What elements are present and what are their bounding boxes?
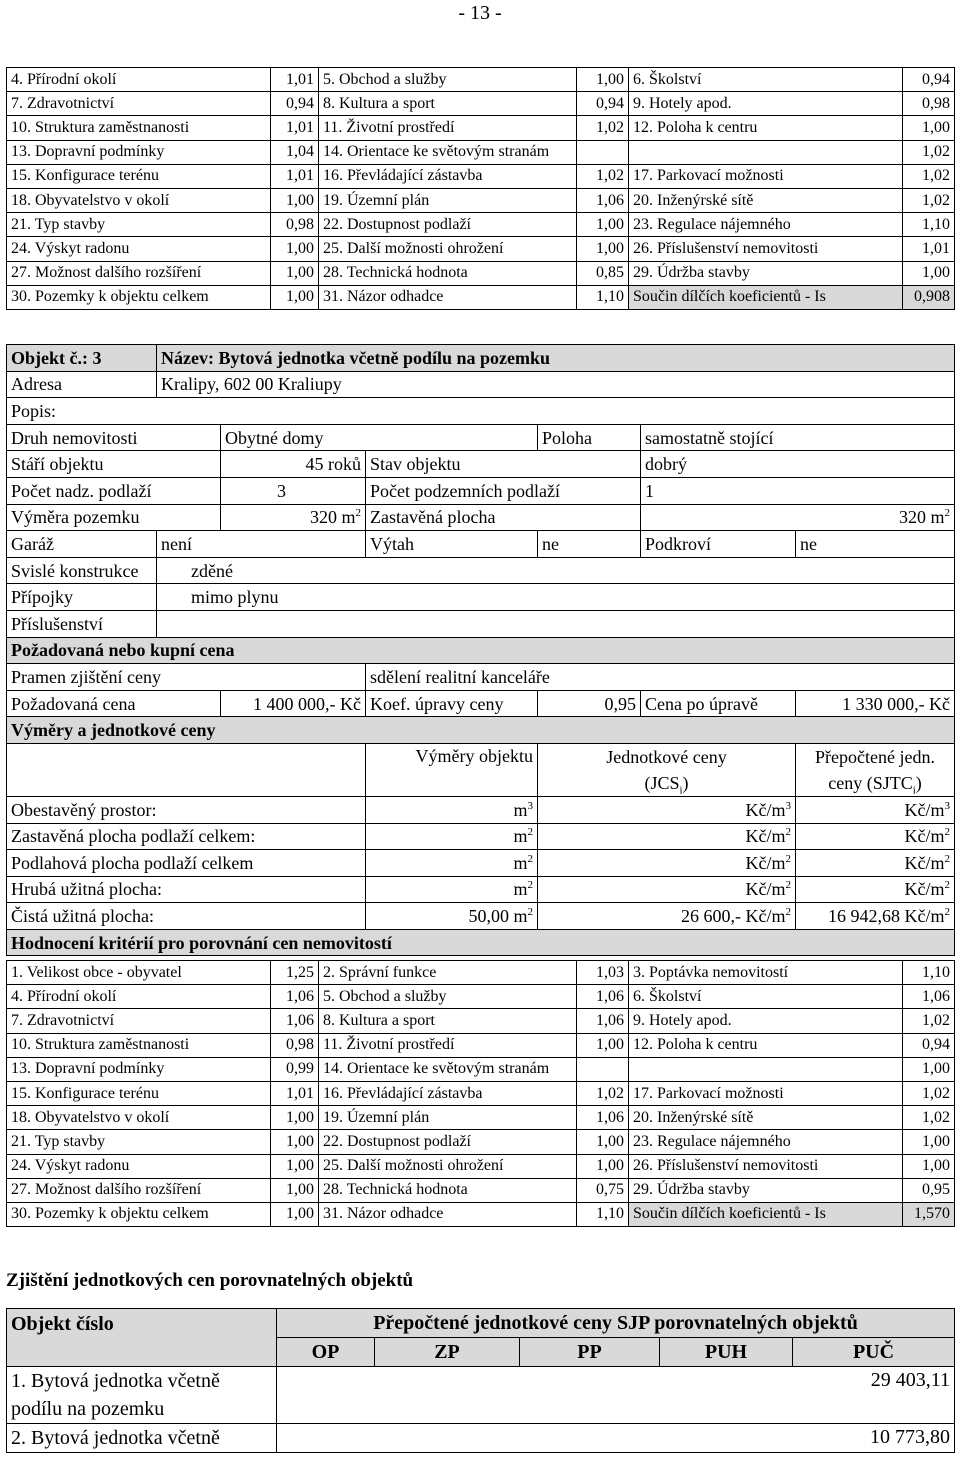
criterion-value: 1,06 — [903, 985, 955, 1009]
criterion-value: 1,06 — [577, 1009, 629, 1033]
areas-heading: Výměry a jednotkové ceny — [7, 717, 955, 744]
property-type-value: Obytné domy — [221, 424, 538, 451]
criterion-label: 3. Poptávka nemovitostí — [629, 961, 903, 985]
criterion-label: 19. Územní plán — [319, 1106, 577, 1130]
criterion-label: Součin dílčích koeficientů - Is — [629, 1202, 903, 1226]
price-source-label: Pramen zjištění ceny — [7, 664, 366, 691]
comparison-value: 29 403,11 — [277, 1367, 955, 1424]
criterion-value: 1,01 — [271, 68, 319, 92]
criterion-value: 1,00 — [271, 237, 319, 261]
criteria-row — [7, 985, 955, 1009]
recalc-price-value: 16 942,68 $Kč/m^2$ — [796, 903, 955, 930]
criteria-row — [7, 261, 955, 285]
criterion-label: 7. Zdravotnictví — [7, 1009, 271, 1033]
asking-price-heading-row — [7, 637, 955, 664]
col-op: OP — [277, 1338, 375, 1367]
criterion-label: 24. Výskyt radonu — [7, 237, 271, 261]
criterion-value: 0,98 — [271, 213, 319, 237]
asking-price-heading: Požadovaná nebo kupní cena — [7, 637, 955, 664]
criteria-row — [7, 68, 955, 92]
criterion-value: 0,94 — [903, 1033, 955, 1057]
area-value: $m^2$ — [366, 876, 538, 903]
location-label: Poloha — [538, 424, 641, 451]
floors-below-label: Počet podzemních podlaží — [366, 477, 641, 504]
criterion-value: 1,00 — [271, 1106, 319, 1130]
criterion-value: 1,10 — [577, 1202, 629, 1226]
criterion-value: 1,10 — [577, 285, 629, 309]
criteria-heading-row — [7, 929, 955, 956]
adjust-coef-value: 0,95 — [538, 690, 641, 717]
criterion-value: 1,06 — [271, 1009, 319, 1033]
criterion-label: 12. Poloha k centru — [629, 1033, 903, 1057]
criterion-value: 1,00 — [577, 68, 629, 92]
criteria-row — [7, 213, 955, 237]
criteria-row — [7, 1033, 955, 1057]
unit-price-value: $Kč/m^2$ — [538, 823, 796, 850]
criterion-value: 1,02 — [903, 188, 955, 212]
criterion-label: 28. Technická hodnota — [319, 261, 577, 285]
criterion-label: 20. Inženýrské sítě — [629, 1106, 903, 1130]
walls-value: zděné — [157, 557, 955, 584]
criterion-label: 23. Regulace nájemného — [629, 1130, 903, 1154]
criterion-value: 0,94 — [271, 92, 319, 116]
criterion-value: 1,00 — [577, 1154, 629, 1178]
criterion-value: 0,95 — [903, 1178, 955, 1202]
connections-value: mimo plynu — [157, 584, 955, 611]
accessories-row — [7, 610, 955, 637]
adjusted-price-label: Cena po úpravě — [641, 690, 796, 717]
built-area-label: Zastavěná plocha — [366, 504, 641, 531]
criterion-label: 4. Přírodní okolí — [7, 985, 271, 1009]
criterion-label: 8. Kultura a sport — [319, 1009, 577, 1033]
criterion-label: 7. Zdravotnictví — [7, 92, 271, 116]
criterion-label: 5. Obchod a služby — [319, 985, 577, 1009]
criterion-label: 13. Dopravní podmínky — [7, 1057, 271, 1081]
criterion-value: 1,04 — [271, 140, 319, 164]
garage-label: Garáž — [7, 531, 157, 558]
address-label: Adresa — [7, 371, 157, 398]
area-value: $m^2$ — [366, 850, 538, 877]
col-puh: PUH — [660, 1338, 793, 1367]
page-number: - 13 - — [458, 2, 502, 24]
criterion-label — [629, 140, 903, 164]
adjusted-price-value: 1 330 000,- Kč — [796, 690, 955, 717]
criterion-value: 1,00 — [903, 1057, 955, 1081]
criterion-label: 16. Převládající zástavba — [319, 164, 577, 188]
elevator-value: ne — [538, 531, 641, 558]
age-row — [7, 451, 955, 478]
criterion-label: 22. Dostupnost podlaží — [319, 1130, 577, 1154]
criteria-row — [7, 140, 955, 164]
comparison-object-name: 1. Bytová jednotka včetně podílu na pozemku — [7, 1367, 277, 1424]
criterion-label — [629, 1057, 903, 1081]
criterion-label: 9. Hotely apod. — [629, 1009, 903, 1033]
criterion-value: 1,02 — [577, 116, 629, 140]
criteria-row — [7, 1130, 955, 1154]
description-label: Popis: — [7, 398, 955, 425]
criteria-row — [7, 1081, 955, 1105]
criterion-value: 1,570 — [903, 1202, 955, 1226]
criterion-value: 1,00 — [271, 1154, 319, 1178]
criterion-label: 17. Parkovací možnosti — [629, 1081, 903, 1105]
col-recalc-sjp: Přepočtené jednotkové ceny SJP porovnatelných objektů — [277, 1309, 955, 1338]
criterion-label: 27. Možnost dalšího rozšíření — [7, 1178, 271, 1202]
criterion-value: 1,06 — [577, 188, 629, 212]
area-price-row — [7, 876, 955, 903]
criterion-label: 18. Obyvatelstvo v okolí — [7, 188, 271, 212]
unit-price-value: $Kč/m^2$ — [538, 850, 796, 877]
criterion-label: 31. Názor odhadce — [319, 285, 577, 309]
criterion-value: 1,00 — [577, 213, 629, 237]
criterion-value: 1,00 — [271, 1178, 319, 1202]
asking-price-value: 1 400 000,- Kč — [221, 690, 366, 717]
age-label: Stáří objektu — [7, 451, 221, 478]
criterion-value: 1,00 — [577, 1033, 629, 1057]
comparison-header-row — [7, 1309, 955, 1338]
criterion-label: 25. Další možnosti ohrožení — [319, 237, 577, 261]
criterion-label: 11. Životní prostředí — [319, 1033, 577, 1057]
age-value: 45 roků — [221, 451, 366, 478]
criterion-value: 1,00 — [903, 116, 955, 140]
criterion-label: 21. Typ stavby — [7, 1130, 271, 1154]
criterion-label: 6. Školství — [629, 68, 903, 92]
criterion-label: 19. Územní plán — [319, 188, 577, 212]
unit-price-value: 26 600,- $Kč/m^2$ — [538, 903, 796, 930]
criterion-value: 0,94 — [903, 68, 955, 92]
criteria-heading: Hodnocení kritérií pro porovnání cen nemovitostí — [7, 929, 955, 956]
criterion-value: 1,06 — [577, 1106, 629, 1130]
criteria-row — [7, 1178, 955, 1202]
criterion-label: 8. Kultura a sport — [319, 92, 577, 116]
criterion-label: 14. Orientace ke světovým stranám — [319, 140, 577, 164]
property-type-row — [7, 424, 955, 451]
criterion-value: 1,02 — [903, 1081, 955, 1105]
comparison-heading: Zjištění jednotkových cen porovnatelných objektů — [6, 1270, 414, 1291]
criterion-value: 1,10 — [903, 961, 955, 985]
location-value: samostatně stojící — [641, 424, 955, 451]
col-puč: PUČ — [793, 1338, 955, 1367]
criterion-value: 1,01 — [271, 1081, 319, 1105]
attic-value: ne — [796, 531, 955, 558]
area-price-row — [7, 823, 955, 850]
connections-label: Přípojky — [7, 584, 157, 611]
criterion-label: 17. Parkovací možnosti — [629, 164, 903, 188]
area-value: $m^2$ — [366, 823, 538, 850]
criterion-label: 5. Obchod a služby — [319, 68, 577, 92]
floors-above-label: Počet nadz. podlaží — [7, 477, 221, 504]
criterion-value: 0,94 — [577, 92, 629, 116]
area-price-row — [7, 903, 955, 930]
area-type-label: Čistá užitná plocha: — [7, 903, 366, 930]
criterion-value: 1,00 — [271, 261, 319, 285]
criterion-label: 12. Poloha k centru — [629, 116, 903, 140]
address-row — [7, 371, 955, 398]
criteria-row — [7, 1202, 955, 1226]
recalc-price-value: $Kč/m^2$ — [796, 876, 955, 903]
criteria-row — [7, 116, 955, 140]
col-object-number: Objekt číslo — [7, 1309, 277, 1367]
criterion-value: 1,06 — [271, 985, 319, 1009]
walls-label: Svislé konstrukce — [7, 557, 157, 584]
criterion-label: 13. Dopravní podmínky — [7, 140, 271, 164]
criterion-label: 30. Pozemky k objektu celkem — [7, 1202, 271, 1226]
criterion-label: Součin dílčích koeficientů - Is — [629, 285, 903, 309]
asking-price-label: Požadovaná cena — [7, 690, 221, 717]
criterion-value: 1,00 — [903, 261, 955, 285]
criterion-label: 10. Struktura zaměstnanosti — [7, 116, 271, 140]
recalc-price-value: $Kč/m^2$ — [796, 850, 955, 877]
criteria-row — [7, 1154, 955, 1178]
criterion-value: 0,75 — [577, 1178, 629, 1202]
criterion-value: 1,10 — [903, 213, 955, 237]
criterion-value: 1,25 — [271, 961, 319, 985]
built-area-value: 320 $m^2$ — [641, 504, 955, 531]
criterion-label: 18. Obyvatelstvo v okolí — [7, 1106, 271, 1130]
criterion-value: 1,00 — [577, 1130, 629, 1154]
recalc-price-value: $Kč/m^2$ — [796, 823, 955, 850]
criterion-value: 1,00 — [271, 285, 319, 309]
criterion-label: 23. Regulace nájemného — [629, 213, 903, 237]
walls-row — [7, 557, 955, 584]
criteria-row — [7, 961, 955, 985]
area-type-label: Podlahová plocha podlaží celkem — [7, 850, 366, 877]
area-price-row — [7, 850, 955, 877]
criterion-value: 1,02 — [903, 1106, 955, 1130]
criterion-value: 1,02 — [903, 164, 955, 188]
criterion-label: 6. Školství — [629, 985, 903, 1009]
criteria-row — [7, 1057, 955, 1081]
criteria-row — [7, 237, 955, 261]
recalc-price-value: $Kč/m^3$ — [796, 796, 955, 823]
criteria-table-bottom — [6, 960, 955, 1227]
garage-value: není — [157, 531, 366, 558]
object-header-row — [7, 345, 955, 372]
land-area-label: Výměra pozemku — [7, 504, 221, 531]
criterion-value: 0,99 — [271, 1057, 319, 1081]
criterion-value: 0,908 — [903, 285, 955, 309]
criterion-label: 26. Příslušenství nemovitosti — [629, 1154, 903, 1178]
criterion-label: 22. Dostupnost podlaží — [319, 213, 577, 237]
criteria-row — [7, 1009, 955, 1033]
price-source-value: sdělení realitní kanceláře — [366, 664, 955, 691]
criteria-row — [7, 92, 955, 116]
object-details-table — [6, 344, 955, 956]
areas-heading-row — [7, 717, 955, 744]
criterion-value: 0,98 — [903, 92, 955, 116]
asking-price-row — [7, 690, 955, 717]
criterion-value: 1,00 — [903, 1130, 955, 1154]
accessories-label: Příslušenství — [7, 610, 157, 637]
floors-row — [7, 477, 955, 504]
comparison-row — [7, 1424, 955, 1453]
condition-value: dobrý — [641, 451, 955, 478]
price-source-row — [7, 664, 955, 691]
criterion-label: 29. Údržba stavby — [629, 261, 903, 285]
criterion-label: 28. Technická hodnota — [319, 1178, 577, 1202]
address-value: Kralipy, 602 00 Kraliupy — [157, 371, 955, 398]
criterion-label: 15. Konfigurace terénu — [7, 164, 271, 188]
property-type-label: Druh nemovitosti — [7, 424, 221, 451]
criterion-label: 27. Možnost dalšího rozšíření — [7, 261, 271, 285]
criterion-label: 16. Převládající zástavba — [319, 1081, 577, 1105]
area-type-label: Obestavěný prostor: — [7, 796, 366, 823]
connections-row — [7, 584, 955, 611]
adjust-coef-label: Koef. úpravy ceny — [366, 690, 538, 717]
criterion-value: 1,02 — [577, 164, 629, 188]
floors-above-value: 3 — [221, 477, 366, 504]
criterion-label: 20. Inženýrské sítě — [629, 188, 903, 212]
criteria-table-top — [6, 67, 955, 310]
col-recalc-prices: Přepočtené jedn. ceny $(SJTC_i)$ — [796, 743, 955, 796]
criterion-label: 26. Příslušenství nemovitosti — [629, 237, 903, 261]
col-pp: PP — [520, 1338, 660, 1367]
criterion-label: 25. Další možnosti ohrožení — [319, 1154, 577, 1178]
area-value: $m^3$ — [366, 796, 538, 823]
description-row — [7, 398, 955, 425]
unit-price-value: $Kč/m^3$ — [538, 796, 796, 823]
elevator-label: Výtah — [366, 531, 538, 558]
garage-row — [7, 531, 955, 558]
criterion-value: 1,06 — [577, 985, 629, 1009]
unit-price-value: $Kč/m^2$ — [538, 876, 796, 903]
floors-below-value: 1 — [641, 477, 955, 504]
criterion-value: 1,01 — [271, 164, 319, 188]
criterion-label: 24. Výskyt radonu — [7, 1154, 271, 1178]
criterion-label: 31. Názor odhadce — [319, 1202, 577, 1226]
criterion-value: 1,00 — [903, 1154, 955, 1178]
criterion-value: 1,02 — [903, 140, 955, 164]
condition-label: Stav objektu — [366, 451, 641, 478]
criterion-label: 11. Životní prostředí — [319, 116, 577, 140]
area-type-label: Zastavěná plocha podlaží celkem: — [7, 823, 366, 850]
criteria-row — [7, 1106, 955, 1130]
criterion-value: 1,01 — [271, 116, 319, 140]
criterion-value — [577, 1057, 629, 1081]
criterion-value — [577, 140, 629, 164]
col-zp: ZP — [375, 1338, 520, 1367]
comparison-row — [7, 1367, 955, 1424]
criterion-value: 1,01 — [903, 237, 955, 261]
criteria-row — [7, 188, 955, 212]
criterion-value: 1,00 — [271, 1202, 319, 1226]
criterion-value: 1,00 — [271, 188, 319, 212]
comparison-table — [6, 1308, 955, 1453]
criterion-label: 14. Orientace ke světovým stranám — [319, 1057, 577, 1081]
criterion-label: 15. Konfigurace terénu — [7, 1081, 271, 1105]
criteria-row — [7, 164, 955, 188]
criterion-label: 10. Struktura zaměstnanosti — [7, 1033, 271, 1057]
criterion-value: 1,03 — [577, 961, 629, 985]
area-value: 50,00 $m^2$ — [366, 903, 538, 930]
criterion-label: 21. Typ stavby — [7, 213, 271, 237]
criterion-label: 1. Velikost obce - obyvatel — [7, 961, 271, 985]
criterion-value: 0,98 — [271, 1033, 319, 1057]
criterion-label: 30. Pozemky k objektu celkem — [7, 285, 271, 309]
criterion-value: 1,02 — [577, 1081, 629, 1105]
attic-label: Podkroví — [641, 531, 796, 558]
col-unit-prices: Jednotkové ceny $(JCS_i)$ — [538, 743, 796, 796]
criterion-value: 1,00 — [577, 237, 629, 261]
criterion-value: 0,85 — [577, 261, 629, 285]
criterion-label: 2. Správní funkce — [319, 961, 577, 985]
criterion-label: 4. Přírodní okolí — [7, 68, 271, 92]
criterion-value: 1,00 — [271, 1130, 319, 1154]
area-type-label: Hrubá užitná plocha: — [7, 876, 366, 903]
object-title: Název: Bytová jednotka včetně podílu na pozemku — [157, 345, 955, 372]
area-price-row — [7, 796, 955, 823]
comparison-object-name: 2. Bytová jednotka včetně — [7, 1424, 277, 1453]
comparison-value: 10 773,80 — [277, 1424, 955, 1453]
land-area-value: 320 $m^2$ — [221, 504, 366, 531]
area-row — [7, 504, 955, 531]
col-areas: Výměry objektu — [366, 743, 538, 796]
criterion-label: 9. Hotely apod. — [629, 92, 903, 116]
criterion-value: 1,02 — [903, 1009, 955, 1033]
criteria-row — [7, 285, 955, 309]
criterion-label: 29. Údržba stavby — [629, 1178, 903, 1202]
object-number: Objekt č.: 3 — [7, 345, 157, 372]
